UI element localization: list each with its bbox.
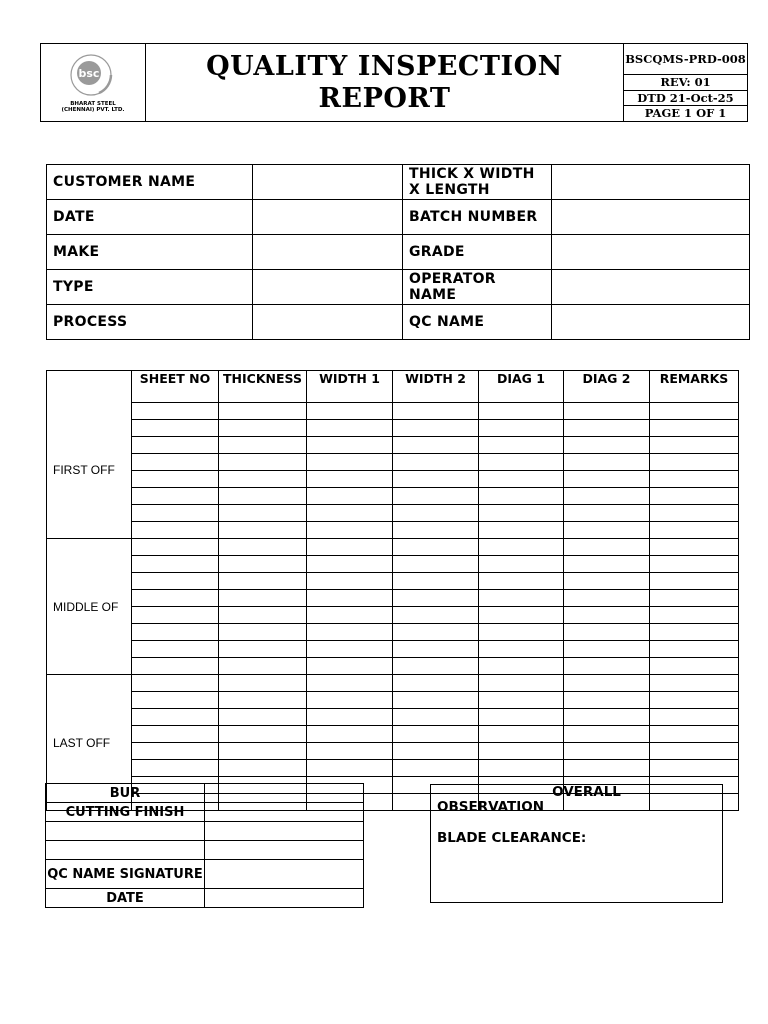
measurement-cell[interactable]	[650, 488, 739, 505]
measurement-cell[interactable]	[650, 471, 739, 488]
measurement-cell[interactable]	[393, 760, 479, 777]
report-title	[146, 44, 624, 122]
measurement-cell[interactable]	[393, 488, 479, 505]
info-label: QC NAME	[403, 305, 552, 340]
table-row	[47, 709, 739, 726]
measurement-cell[interactable]	[132, 658, 219, 675]
measurement-cell[interactable]	[219, 505, 307, 522]
measurement-cell[interactable]	[479, 726, 564, 743]
table-row	[47, 437, 739, 454]
measurement-cell[interactable]	[479, 760, 564, 777]
measurement-cell[interactable]	[307, 488, 393, 505]
measurement-cell[interactable]	[219, 437, 307, 454]
info-value-field[interactable]	[253, 235, 403, 270]
measurement-cell[interactable]	[564, 420, 650, 437]
measurement-cell[interactable]	[393, 437, 479, 454]
document-header	[40, 43, 748, 122]
measurement-cell[interactable]	[564, 539, 650, 556]
doc-date: DTD 21-Oct-25	[624, 90, 747, 106]
measurement-cell[interactable]	[650, 590, 739, 607]
table-row	[47, 573, 739, 590]
measurement-cell[interactable]	[564, 743, 650, 760]
finish-label	[46, 822, 205, 841]
measurement-cell[interactable]	[307, 726, 393, 743]
measurement-cell[interactable]	[650, 556, 739, 573]
table-row	[47, 675, 739, 692]
measurement-cell[interactable]	[393, 726, 479, 743]
measurement-cell[interactable]	[132, 488, 219, 505]
table-row	[47, 539, 739, 556]
measurement-cell[interactable]	[307, 420, 393, 437]
measurement-cell[interactable]	[650, 454, 739, 471]
table-row	[47, 556, 739, 573]
measurement-cell[interactable]	[650, 403, 739, 420]
table-row	[47, 607, 739, 624]
measurement-cell[interactable]	[132, 437, 219, 454]
measurement-cell[interactable]	[479, 607, 564, 624]
info-row	[47, 305, 750, 340]
measurement-cell[interactable]	[650, 522, 739, 539]
finish-table	[45, 783, 364, 908]
finish-value-field[interactable]	[205, 803, 364, 822]
blade-clearance-label: BLADE CLEARANCE:	[437, 830, 587, 846]
finish-label: QC NAME SIGNATURE	[46, 860, 205, 889]
measurement-cell[interactable]	[393, 590, 479, 607]
info-label: TYPE	[47, 270, 253, 305]
table-row	[47, 692, 739, 709]
measurement-cell[interactable]	[132, 692, 219, 709]
title-line-1: QUALITY INSPECTION	[206, 50, 563, 82]
measurement-table	[46, 370, 739, 811]
measurement-cell[interactable]	[132, 590, 219, 607]
info-label: DATE	[47, 200, 253, 235]
measurement-cell[interactable]	[219, 590, 307, 607]
logo-cell	[41, 44, 146, 122]
measurement-cell[interactable]	[479, 420, 564, 437]
finish-value-field[interactable]	[205, 889, 364, 908]
measurement-cell[interactable]	[564, 505, 650, 522]
measurement-cell[interactable]	[650, 607, 739, 624]
measurement-cell[interactable]	[650, 539, 739, 556]
info-label: THICK X WIDTH X LENGTH	[403, 165, 552, 200]
measurement-cell[interactable]	[132, 641, 219, 658]
measurement-cell[interactable]	[479, 437, 564, 454]
measurement-cell[interactable]	[307, 437, 393, 454]
measurement-cell[interactable]	[479, 471, 564, 488]
measurement-cell[interactable]	[132, 522, 219, 539]
measurement-cell[interactable]	[219, 641, 307, 658]
group-label: LAST OFF	[47, 675, 132, 811]
measurement-cell[interactable]	[564, 573, 650, 590]
measurement-cell[interactable]	[393, 403, 479, 420]
finish-value-field[interactable]	[205, 841, 364, 860]
column-header: DIAG 2	[564, 371, 650, 403]
title-line-2: REPORT	[318, 82, 451, 114]
measurement-cell[interactable]	[219, 709, 307, 726]
company-logo	[41, 46, 145, 120]
measurement-cell[interactable]	[564, 726, 650, 743]
measurement-cell[interactable]	[479, 590, 564, 607]
doc-info	[624, 44, 747, 121]
measurement-cell[interactable]	[219, 573, 307, 590]
group-label: MIDDLE OF	[47, 539, 132, 675]
measurement-cell[interactable]	[307, 692, 393, 709]
measurement-cell[interactable]	[132, 675, 219, 692]
measurement-cell[interactable]	[393, 658, 479, 675]
measurement-cell[interactable]	[650, 573, 739, 590]
table-row	[47, 726, 739, 743]
measurement-cell[interactable]	[393, 505, 479, 522]
measurement-cell[interactable]	[564, 675, 650, 692]
info-label: OPERATOR NAME	[403, 270, 552, 305]
measurement-cell[interactable]	[479, 709, 564, 726]
info-label: GRADE	[403, 235, 552, 270]
company-line-2: (CHENNAI) PVT. LTD.	[61, 107, 125, 113]
table-row	[47, 454, 739, 471]
measurement-cell[interactable]	[132, 760, 219, 777]
measurement-cell[interactable]	[132, 624, 219, 641]
measurement-cell[interactable]	[479, 658, 564, 675]
info-label: MAKE	[47, 235, 253, 270]
measurement-cell[interactable]	[393, 743, 479, 760]
measurement-cell[interactable]	[479, 403, 564, 420]
observation-box	[430, 784, 723, 903]
info-table	[46, 164, 750, 340]
measurement-cell[interactable]	[650, 437, 739, 454]
measurement-cell[interactable]	[479, 522, 564, 539]
column-header: DIAG 1	[479, 371, 564, 403]
finish-label: BUR	[46, 784, 205, 803]
measurement-cell[interactable]	[219, 556, 307, 573]
measurement-cell[interactable]	[307, 471, 393, 488]
finish-row	[46, 784, 364, 803]
measurement-cell[interactable]	[219, 522, 307, 539]
measurement-cell[interactable]	[650, 709, 739, 726]
info-value-field[interactable]	[552, 270, 750, 305]
info-value-field[interactable]	[552, 235, 750, 270]
finish-label	[46, 841, 205, 860]
table-row	[47, 743, 739, 760]
measurement-cell[interactable]	[650, 641, 739, 658]
measurement-cell[interactable]	[132, 454, 219, 471]
measurement-cell[interactable]	[393, 539, 479, 556]
finish-row	[46, 860, 364, 889]
measurement-cell[interactable]	[479, 505, 564, 522]
measurement-cell[interactable]	[479, 488, 564, 505]
measurement-cell[interactable]	[564, 641, 650, 658]
measurement-cell[interactable]	[650, 420, 739, 437]
measurement-cell[interactable]	[564, 437, 650, 454]
measurement-cell[interactable]	[393, 471, 479, 488]
measurement-cell[interactable]	[564, 658, 650, 675]
table-row	[47, 488, 739, 505]
measurement-cell[interactable]	[307, 590, 393, 607]
table-row	[47, 522, 739, 539]
column-header: WIDTH 2	[393, 371, 479, 403]
finish-label: CUTTING FINISH	[46, 803, 205, 822]
info-label: BATCH NUMBER	[403, 200, 552, 235]
measurement-cell[interactable]	[479, 454, 564, 471]
measurement-cell[interactable]	[219, 420, 307, 437]
measurement-cell[interactable]	[219, 658, 307, 675]
measurement-cell[interactable]	[219, 607, 307, 624]
finish-row	[46, 822, 364, 841]
measurement-cell[interactable]	[393, 675, 479, 692]
measurement-cell[interactable]	[650, 743, 739, 760]
company-name	[41, 101, 145, 114]
finish-value-field[interactable]	[205, 860, 364, 889]
group-label: FIRST OFF	[47, 403, 132, 539]
measurement-cell[interactable]	[132, 539, 219, 556]
measurement-cell[interactable]	[393, 709, 479, 726]
info-label: PROCESS	[47, 305, 253, 340]
info-value-field[interactable]	[253, 305, 403, 340]
company-line-1: BHARAT STEEL	[70, 100, 116, 107]
measurement-cell[interactable]	[564, 624, 650, 641]
measurement-cell[interactable]	[650, 726, 739, 743]
measurement-cell[interactable]	[479, 743, 564, 760]
measurement-cell[interactable]	[307, 607, 393, 624]
measurement-cell[interactable]	[132, 505, 219, 522]
column-header: REMARKS	[650, 371, 739, 403]
measurement-cell[interactable]	[132, 726, 219, 743]
measurement-cell[interactable]	[219, 726, 307, 743]
measurement-cell[interactable]	[479, 692, 564, 709]
measurement-cell[interactable]	[564, 522, 650, 539]
finish-value-field[interactable]	[205, 784, 364, 803]
measurement-cell[interactable]	[219, 488, 307, 505]
measurement-cell[interactable]	[393, 573, 479, 590]
table-row	[47, 624, 739, 641]
measurement-cell[interactable]	[393, 454, 479, 471]
measurement-cell[interactable]	[219, 675, 307, 692]
info-value-field[interactable]	[552, 200, 750, 235]
info-value-field[interactable]	[253, 200, 403, 235]
info-value-field[interactable]	[552, 165, 750, 200]
measurement-cell[interactable]	[650, 760, 739, 777]
measurement-cell[interactable]	[307, 709, 393, 726]
column-header: THICKNESS	[219, 371, 307, 403]
measurement-cell[interactable]	[307, 743, 393, 760]
info-value-field[interactable]	[253, 165, 403, 200]
info-value-field[interactable]	[552, 305, 750, 340]
doc-number: BSCQMS-PRD-008	[624, 44, 747, 75]
measurement-cell[interactable]	[479, 675, 564, 692]
table-row	[47, 403, 739, 420]
measurement-cell[interactable]	[132, 471, 219, 488]
measurement-cell[interactable]	[307, 454, 393, 471]
column-header: SHEET NO	[132, 371, 219, 403]
measurement-cell[interactable]	[564, 471, 650, 488]
table-row	[47, 760, 739, 777]
measurement-cell[interactable]	[564, 607, 650, 624]
info-row	[47, 200, 750, 235]
measurement-cell[interactable]	[479, 539, 564, 556]
table-row	[47, 471, 739, 488]
measurement-cell[interactable]	[307, 539, 393, 556]
measurement-cell[interactable]	[307, 556, 393, 573]
header-corner	[47, 371, 132, 403]
measurement-cell[interactable]	[564, 692, 650, 709]
measurement-cell[interactable]	[564, 454, 650, 471]
measurement-cell[interactable]	[307, 403, 393, 420]
table-row	[47, 505, 739, 522]
measurement-cell[interactable]	[393, 522, 479, 539]
measurement-cell[interactable]	[393, 607, 479, 624]
measurement-cell[interactable]	[132, 420, 219, 437]
measurement-cell[interactable]	[219, 403, 307, 420]
measurement-cell[interactable]	[393, 556, 479, 573]
measurement-cell[interactable]	[479, 624, 564, 641]
info-row	[47, 235, 750, 270]
measurement-cell[interactable]	[479, 573, 564, 590]
table-row	[47, 420, 739, 437]
info-label: CUSTOMER NAME	[47, 165, 253, 200]
observation-line-1: OVERALL	[552, 784, 621, 800]
measurement-cell[interactable]	[219, 471, 307, 488]
measurement-cell[interactable]	[132, 709, 219, 726]
measurement-cell[interactable]	[132, 607, 219, 624]
measurement-cell[interactable]	[564, 709, 650, 726]
doc-revision: REV: 01	[624, 75, 747, 91]
measurement-cell[interactable]	[479, 641, 564, 658]
measurement-cell[interactable]	[650, 675, 739, 692]
measurement-cell[interactable]	[307, 658, 393, 675]
measurement-cell[interactable]	[564, 760, 650, 777]
measurement-cell[interactable]	[307, 624, 393, 641]
info-value-field[interactable]	[253, 270, 403, 305]
measurement-cell[interactable]	[307, 641, 393, 658]
measurement-cell[interactable]	[479, 556, 564, 573]
bsc-logo-icon	[63, 51, 123, 99]
measurement-cell[interactable]	[307, 522, 393, 539]
finish-row	[46, 841, 364, 860]
measurement-cell[interactable]	[219, 743, 307, 760]
table-row	[47, 641, 739, 658]
finish-value-field[interactable]	[205, 822, 364, 841]
measurement-cell[interactable]	[564, 556, 650, 573]
finish-label: DATE	[46, 889, 205, 908]
measurement-cell[interactable]	[393, 420, 479, 437]
measurement-cell[interactable]	[307, 573, 393, 590]
measurement-cell[interactable]	[132, 556, 219, 573]
finish-row	[46, 889, 364, 908]
measurement-cell[interactable]	[219, 624, 307, 641]
info-row	[47, 165, 750, 200]
measurement-cell[interactable]	[393, 641, 479, 658]
measurement-cell[interactable]	[650, 692, 739, 709]
doc-page: PAGE 1 OF 1	[624, 106, 747, 121]
measurement-cell[interactable]	[132, 403, 219, 420]
measurement-cell[interactable]	[132, 743, 219, 760]
measurement-cell[interactable]	[393, 624, 479, 641]
table-row	[47, 658, 739, 675]
measurement-cell[interactable]	[650, 624, 739, 641]
info-row	[47, 270, 750, 305]
logo-text: bsc	[78, 66, 100, 80]
finish-row	[46, 803, 364, 822]
measurement-cell[interactable]	[564, 590, 650, 607]
doc-info-cell	[624, 44, 748, 122]
measurement-cell[interactable]	[132, 573, 219, 590]
measurement-cell[interactable]	[219, 454, 307, 471]
table-row	[47, 590, 739, 607]
measurement-cell[interactable]	[564, 488, 650, 505]
measurement-cell[interactable]	[307, 760, 393, 777]
measurement-cell[interactable]	[564, 403, 650, 420]
measurement-cell[interactable]	[219, 692, 307, 709]
measurement-cell[interactable]	[650, 505, 739, 522]
measurement-cell[interactable]	[650, 658, 739, 675]
measurement-cell[interactable]	[307, 505, 393, 522]
column-header: WIDTH 1	[307, 371, 393, 403]
measurement-cell[interactable]	[219, 539, 307, 556]
observation-line-2: OBSERVATION	[437, 799, 545, 815]
measurement-cell[interactable]	[219, 760, 307, 777]
measurement-cell[interactable]	[307, 675, 393, 692]
measurement-cell[interactable]	[393, 692, 479, 709]
